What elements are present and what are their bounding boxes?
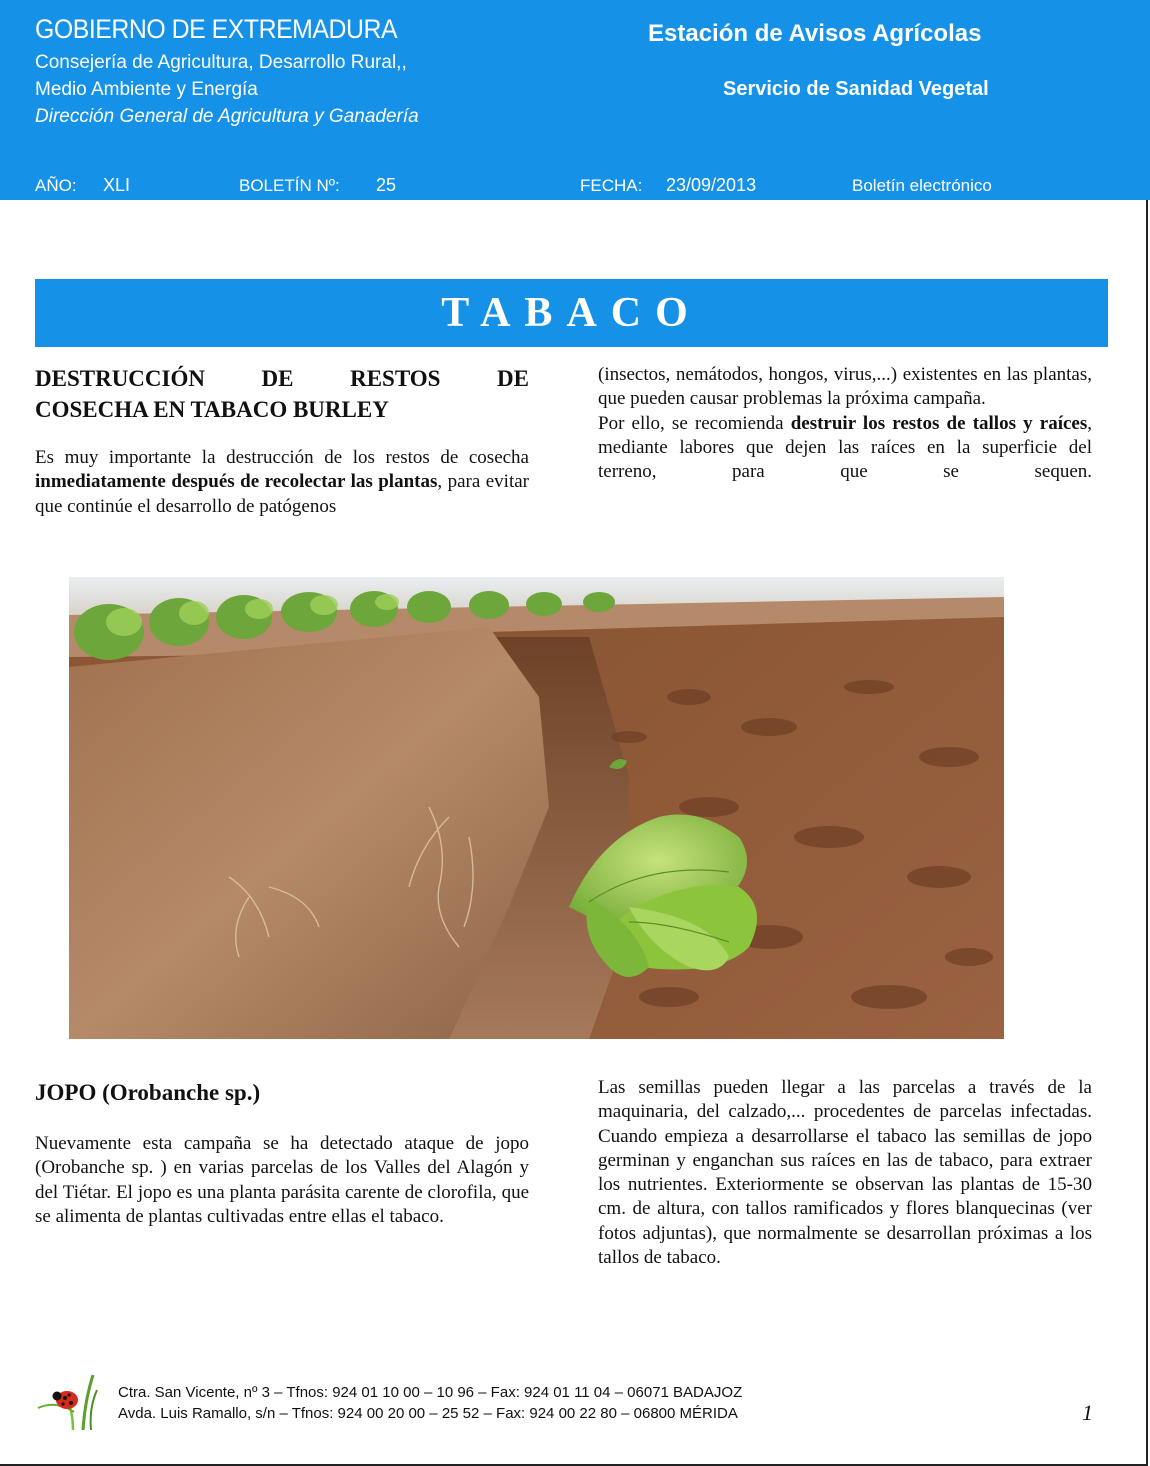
station-title: Estación de Avisos Agrícolas [648, 20, 982, 47]
soil-field-image [69, 577, 1004, 1039]
edition-label: Boletín electrónico [852, 176, 992, 195]
ministry-line-2: Medio Ambiente y Energía [35, 79, 258, 100]
year-label: AÑO: [35, 176, 77, 195]
section2-heading: JOPO (Orobanche sp.) [35, 1080, 261, 1105]
paragraph-text: , mediante labores que dejen las raíces en la superficie del terreno, para que se sequen. [598, 412, 1092, 483]
bulletin-value: 25 [376, 175, 397, 195]
date-label: FECHA: [580, 176, 643, 195]
paragraph-text: , para evitar que continúe el desarrollo de patógenos [35, 471, 529, 517]
directorate-line: Dirección General de Agricultura y Ganadería [35, 106, 419, 127]
section2-paragraph-2: Las semillas pueden llegar a las parcelas a través de la maquinaria, del calzado,... procedentes de parcelas infectadas. Cuando empieza a desarrollarse el tabaco las semillas de jopo germinan y enganchan sus raíces en las de tabaco, para extraer los nutrientes. Exteriormente se observan las plantas de 15-30 cm. de altura, con tallos ramificados y flores blanquecinas (ver fotos adjuntas), que normalmente se desarrollan próximas a los tallos de tabaco. [598, 1077, 1092, 1269]
year-value: XLI [103, 175, 131, 195]
ladybug-icon [33, 1368, 101, 1430]
ladybug-logo [33, 1368, 101, 1430]
date-value: 23/09/2013 [666, 175, 757, 195]
section2-left-column [35, 1077, 529, 1229]
section1-right-column [598, 363, 1092, 484]
section1-paragraph [35, 446, 529, 519]
section1-paragraph-3 [598, 412, 1092, 485]
paragraph-text: Es muy importante la destrucción de los restos de cosecha [35, 447, 529, 468]
section1-heading-line1: DESTRUCCIÓN DE RESTOS DE [35, 366, 529, 391]
section1-heading-line2: COSECHA EN TABACO BURLEY [35, 397, 389, 422]
footer-address-badajoz: Ctra. San Vicente, nº 3 – Tfnos: 924 01 10 00 – 10 96 – Fax: 924 01 11 04 – 06071 BADAJOZ [118, 1384, 743, 1401]
section1-left-column [35, 363, 529, 519]
field-photo [69, 577, 1004, 1039]
footer-address-merida: Avda. Luis Ramallo, s/n – Tfnos: 924 00 20 00 – 25 52 – Fax: 924 00 22 80 – 06800 MÉRIDA [118, 1405, 738, 1422]
header-band [0, 0, 1150, 200]
paragraph-text: Por ello, se recomienda [598, 412, 791, 434]
service-title: Servicio de Sanidad Vegetal [723, 78, 989, 100]
section-banner: TABACO [35, 279, 1108, 347]
section2-right-column [598, 1076, 1092, 1270]
ministry-line: Consejería de Agricultura, Desarrollo Rural,, [35, 52, 407, 73]
paragraph-emphasis: inmediatamente después de recolectar las plantas [35, 471, 438, 493]
bulletin-label: BOLETÍN Nº: [239, 176, 340, 195]
section1-paragraph-2: (insectos, nemátodos, hongos, virus,...) existentes en las plantas, que pueden causar problemas la próxima campaña. [598, 364, 1092, 410]
gov-title: GOBIERNO DE EXTREMADURA [35, 14, 398, 44]
section2-paragraph: Nuevamente esta campaña se ha detectado ataque de jopo (Orobanche sp. ) en varias parcelas de los Valles del Alagón y del Tiétar. El jopo es una planta parásita carente de clorofila, que se alimenta de plantas cultivadas entre ellas el tabaco. [35, 1133, 529, 1227]
page-number: 1 [1082, 1400, 1093, 1425]
paragraph-emphasis: destruir los restos de tallos y raíces [790, 412, 1088, 434]
